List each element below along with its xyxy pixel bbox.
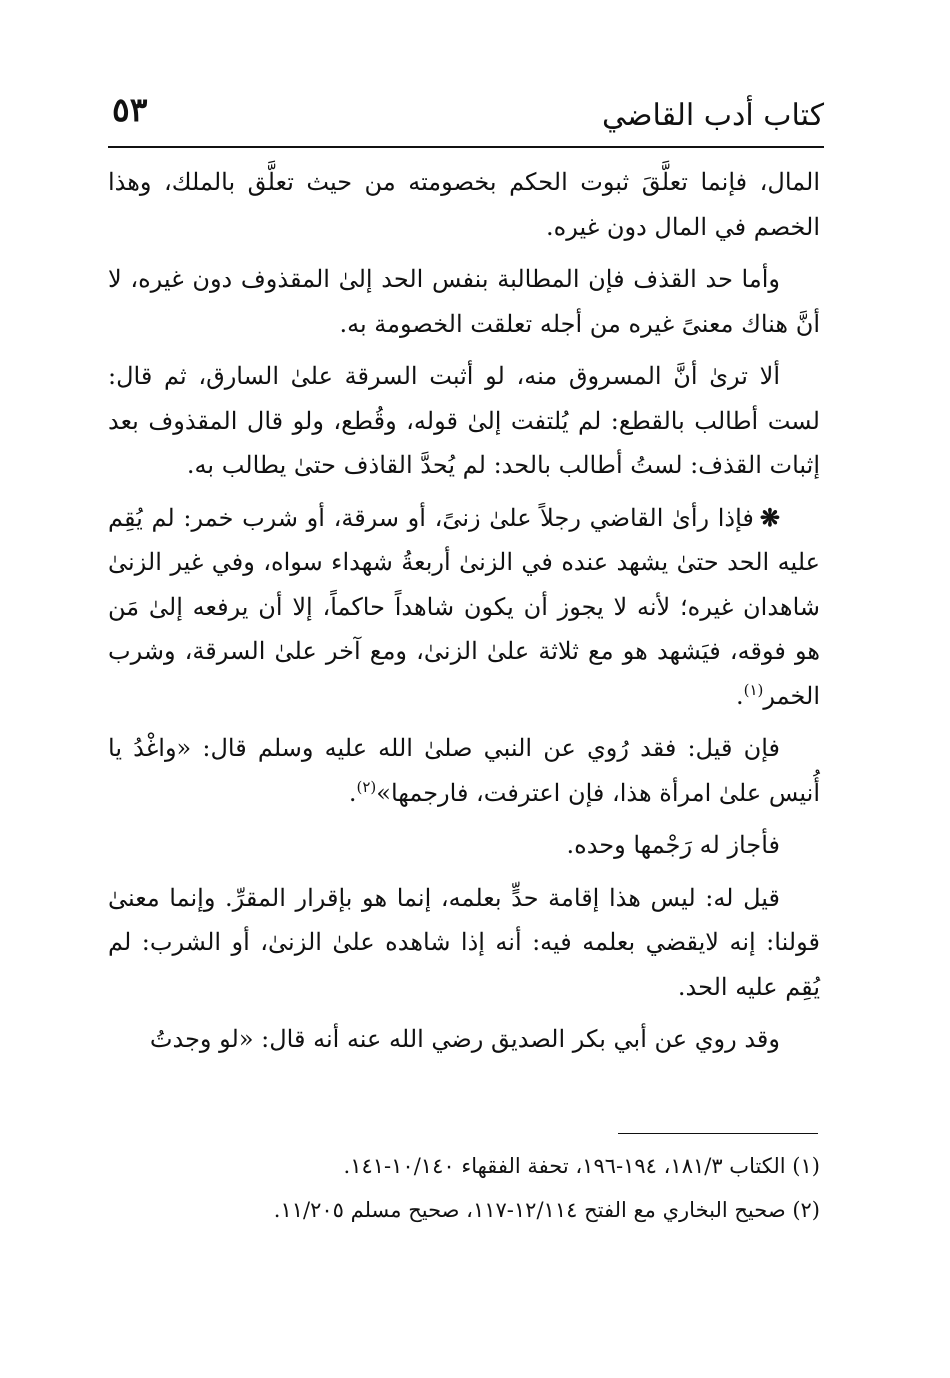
main-text (108, 160, 820, 1070)
footnote-1: (١) الكتاب ١٨١/٣، ١٩٤-١٩٦، تحفة الفقهاء ١٠/١٤٠-١٤١. (343, 1154, 820, 1178)
footnotes (108, 1146, 820, 1234)
paragraph-8 (108, 1017, 820, 1062)
book-title: كتاب أدب القاضي (602, 98, 824, 133)
section-star-icon: ❋ (759, 502, 780, 532)
paragraph-tail: . (735, 681, 744, 710)
footnote-2: (٢) صحيح البخاري مع الفتح ١٢/١١٤-١١٧، صحيح مسلم ١١/٢٠٥. (273, 1198, 820, 1222)
paragraph-5 (108, 726, 820, 815)
header-divider (108, 146, 824, 148)
paragraph-text: ألا ترىٰ أنَّ المسروق منه، لو أثبت السرقة علىٰ السارق، ثم قال: لست أطالب بالقطع: لم يُلتفت إلىٰ قوله، وقُطع، ولو قال المقذوف بعد إثبات القذف: لستُ أطالب بالحد: لم يُحدَّ القاذف حتىٰ يطالب به. (108, 362, 820, 479)
page-number: ٥٣ (112, 90, 148, 129)
running-header (108, 86, 824, 146)
paragraph-text: فأجاز له رَجْمها وحده. (566, 831, 780, 859)
paragraph-tail: . (348, 778, 357, 807)
paragraph-text: وأما حد القذف فإن المطالبة بنفس الحد إلىٰ المقذوف دون غيره، لا أنَّ هناك معنىً غيره من أجله تعلقت الخصومة به. (108, 265, 820, 338)
paragraph-1 (108, 160, 820, 249)
paragraph-6 (108, 823, 820, 868)
footnote-divider (618, 1133, 818, 1134)
paragraph-4 (108, 496, 820, 719)
paragraph-7 (108, 876, 820, 1010)
paragraph-text: فإن قيل: فقد رُوي عن النبي صلىٰ الله عليه وسلم قال: «واغْدُ يا أُنيس علىٰ امرأة هذا، فإن اعترفت، فارجمها» (108, 734, 820, 807)
paragraph-text: قيل له: ليس هذا إقامة حدٍّ بعلمه، إنما هو بإقرار المقرِّ. وإنما معنىٰ قولنا: إنه لايقضي بعلمه فيه: أنه إذا شاهده علىٰ الزنىٰ، أو الشرب: لم يُقِم عليه الحد. (108, 883, 820, 1001)
paragraph-text: وقد روي عن أبي بكر الصديق رضي الله عنه أنه قال: «لو وجدتُ (149, 1025, 780, 1053)
footnote-ref-2[interactable]: (٢) (356, 777, 377, 796)
paragraph-text: المال، فإنما تعلَّقَ ثبوت الحكم بخصومته من حيث تعلَّق بالملك، وهذا الخصم في المال دون غيره. (108, 168, 820, 241)
footnote-ref-1[interactable]: (١) (743, 680, 764, 699)
paragraph-text: فإذا رأىٰ القاضي رجلاً علىٰ زنىً، أو سرقة، أو شرب خمر: لم يُقِم عليه الحد حتىٰ يشهد عنده في الزنىٰ أربعةُ شهداء سواه، وفي غير الزنىٰ شاهدان غيره؛ لأنه لا يجوز أن يكون شاهداً حاكماً، إلا أن يرفعه إلىٰ مَن هو فوقه، فيَشهد هو مع ثلاثة علىٰ الزنىٰ، ومع آخر علىٰ السرقة، وشرب الخمر (108, 503, 820, 710)
paragraph-2 (108, 257, 820, 346)
paragraph-3 (108, 354, 820, 488)
